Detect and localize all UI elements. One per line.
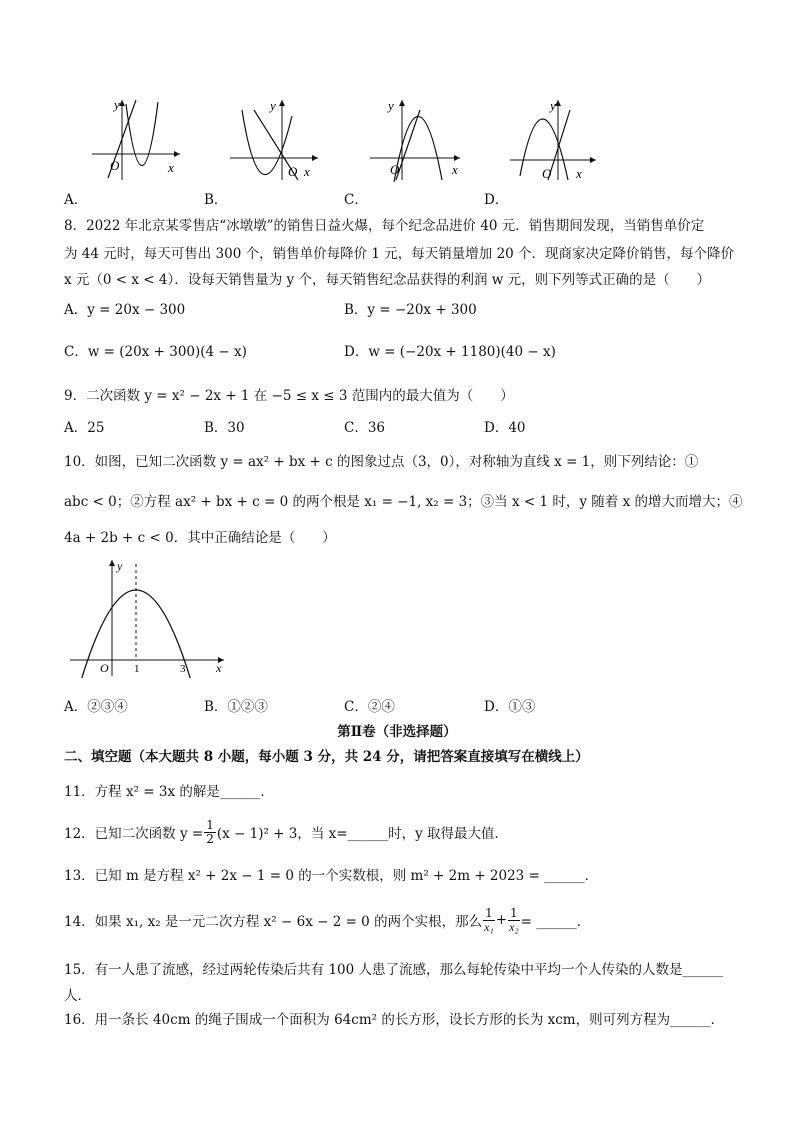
option-a-label[interactable]: A．	[64, 192, 88, 208]
axis-x-label: x	[168, 160, 174, 175]
q14-fraction-2	[508, 907, 520, 933]
origin-label: O	[390, 162, 400, 177]
q14-prefix: 14．如果 x₁, x₂ 是一元二次方程 x² − 6x − 2 = 0 的两个实根，那么	[64, 914, 483, 930]
q13-text: 13．已知 m 是方程 x² + 2x − 1 = 0 的一个实数根，则 m² + 2m + 2023 = ______．	[64, 868, 599, 884]
q15-line1: 15．有一人患了流感，经过两轮传染后共有 100 人患了流感，那么每轮传染中平均一个人传染的人数是______	[64, 962, 724, 978]
option-b-graph	[226, 96, 326, 182]
q10-option-a[interactable]: A．②③④	[64, 699, 128, 715]
q14-numerator-1: 1	[485, 905, 493, 920]
q10-stem-line1: 10．如图，已知二次函数 y = ax² + bx + c 的图象过点（3，0），对称轴为直线 x = 1，则下列结论：①	[64, 454, 699, 470]
origin-label: O	[542, 166, 552, 181]
q8-option-a[interactable]: A．y = 20x − 300	[64, 302, 186, 318]
section-title: 第Ⅱ卷（非选择题）	[337, 724, 457, 740]
q12-denominator: 2	[206, 831, 214, 846]
origin-label: O	[100, 661, 109, 675]
q8-stem-line2: 为 44 元时，每天可售出 300 个，销售单价每降价 1 元，每天销量增加 20 个．现商家决定降价销售，每个降价	[64, 246, 735, 262]
axis-x-label: x	[452, 162, 458, 177]
q16-text: 16．用一条长 40cm 的绳子围成一个面积为 64cm² 的长方形，设长方形的长为 xcm，则可列方程为______．	[64, 1012, 725, 1028]
q12-suffix: (x − 1)² + 3，当 x=______时，y 取得最大值．	[216, 826, 509, 842]
q11-text: 11．方程 x² = 3x 的解是______．	[64, 784, 274, 800]
q14-text: 14．如果 x₁, x₂ 是一元二次方程 x² − 6x − 2 = 0 的两个实根，那么 $\frac{1}{\text{x₁}}$ + $\frac{1}{\text{x₂}}$ = ______．	[64, 905, 591, 934]
q8-stem-line3: x 元（0 < x < 4）．设每天销售量为 y 个，每天销售纪念品获得的利润 w 元，则下列等式正确的是（ ）	[64, 272, 711, 288]
axis-y-label: y	[550, 98, 556, 113]
axis-x-label: x	[304, 164, 310, 179]
q10-option-b[interactable]: B．①②③	[204, 699, 268, 715]
q12-text	[64, 812, 508, 852]
option-d-label[interactable]: D．	[484, 192, 509, 208]
q14-fraction-1	[483, 907, 495, 933]
axis-x-label: x	[216, 661, 222, 675]
q10-parabola-graph	[66, 556, 232, 678]
option-a-graph	[86, 96, 186, 182]
q9-option-b[interactable]: B．30	[204, 420, 245, 436]
option-c-label[interactable]: C．	[344, 192, 368, 208]
option-c-graph	[366, 96, 466, 182]
q14-denominator-2: x₂	[509, 919, 519, 934]
axis-y-label: y	[270, 98, 276, 113]
q14-denominator-1: x₁	[484, 919, 494, 934]
q15-line2: 人．	[64, 988, 91, 1004]
q10-option-d[interactable]: D．①③	[484, 699, 536, 715]
q8-option-b[interactable]: B．y = −20x + 300	[344, 302, 477, 318]
tick-label-3: 3	[180, 663, 186, 675]
q8-option-c[interactable]: C．w = (20x + 300)(4 − x)	[64, 344, 247, 360]
q14-suffix: = ______．	[520, 914, 591, 930]
section-heading: 二、填空题（本大题共 8 小题，每小题 3 分，共 24 分，请把答案直接填写在横线上）	[64, 749, 589, 765]
axis-y-label: y	[114, 97, 120, 112]
q9-option-a[interactable]: A．25	[64, 420, 105, 436]
q9-option-d[interactable]: D．40	[484, 420, 526, 436]
q8-stem-line1: 8．2022 年北京某零售店“冰墩墩”的销售日益火爆，每个纪念品进价 40 元．销售期间发现，当销售单价定	[64, 218, 705, 234]
axis-y-label: y	[388, 98, 394, 113]
q8-option-d[interactable]: D．w = (−20x + 1180)(40 − x)	[344, 344, 556, 360]
q14-numerator-2: 1	[510, 905, 518, 920]
origin-label: O	[288, 164, 298, 179]
axis-y-label: y	[117, 559, 123, 573]
option-b-label[interactable]: B．	[204, 192, 228, 208]
q9-option-c[interactable]: C．36	[344, 420, 386, 436]
option-d-graph	[506, 96, 606, 182]
origin-label: O	[110, 158, 120, 173]
q12-prefix: 12．已知二次函数 y =	[64, 826, 204, 842]
q10-option-c[interactable]: C．②④	[344, 699, 395, 715]
q12-numerator: 1	[206, 817, 214, 832]
q10-stem-line2: abc < 0；②方程 ax² + bx + c = 0 的两个根是 x₁ = −1, x₂ = 3；③当 x < 1 时，y 随着 x 的增大而增大；④	[64, 494, 743, 510]
q9-stem: 9．二次函数 y = x² − 2x + 1 在 −5 ≤ x ≤ 3 范围内的最大值为（ ）	[64, 388, 514, 404]
axis-x-label: x	[576, 166, 582, 181]
q10-stem-line3: 4a + 2b + c < 0．其中正确结论是（ ）	[64, 530, 336, 546]
q12-fraction	[204, 819, 216, 845]
tick-label-1: 1	[134, 663, 140, 675]
